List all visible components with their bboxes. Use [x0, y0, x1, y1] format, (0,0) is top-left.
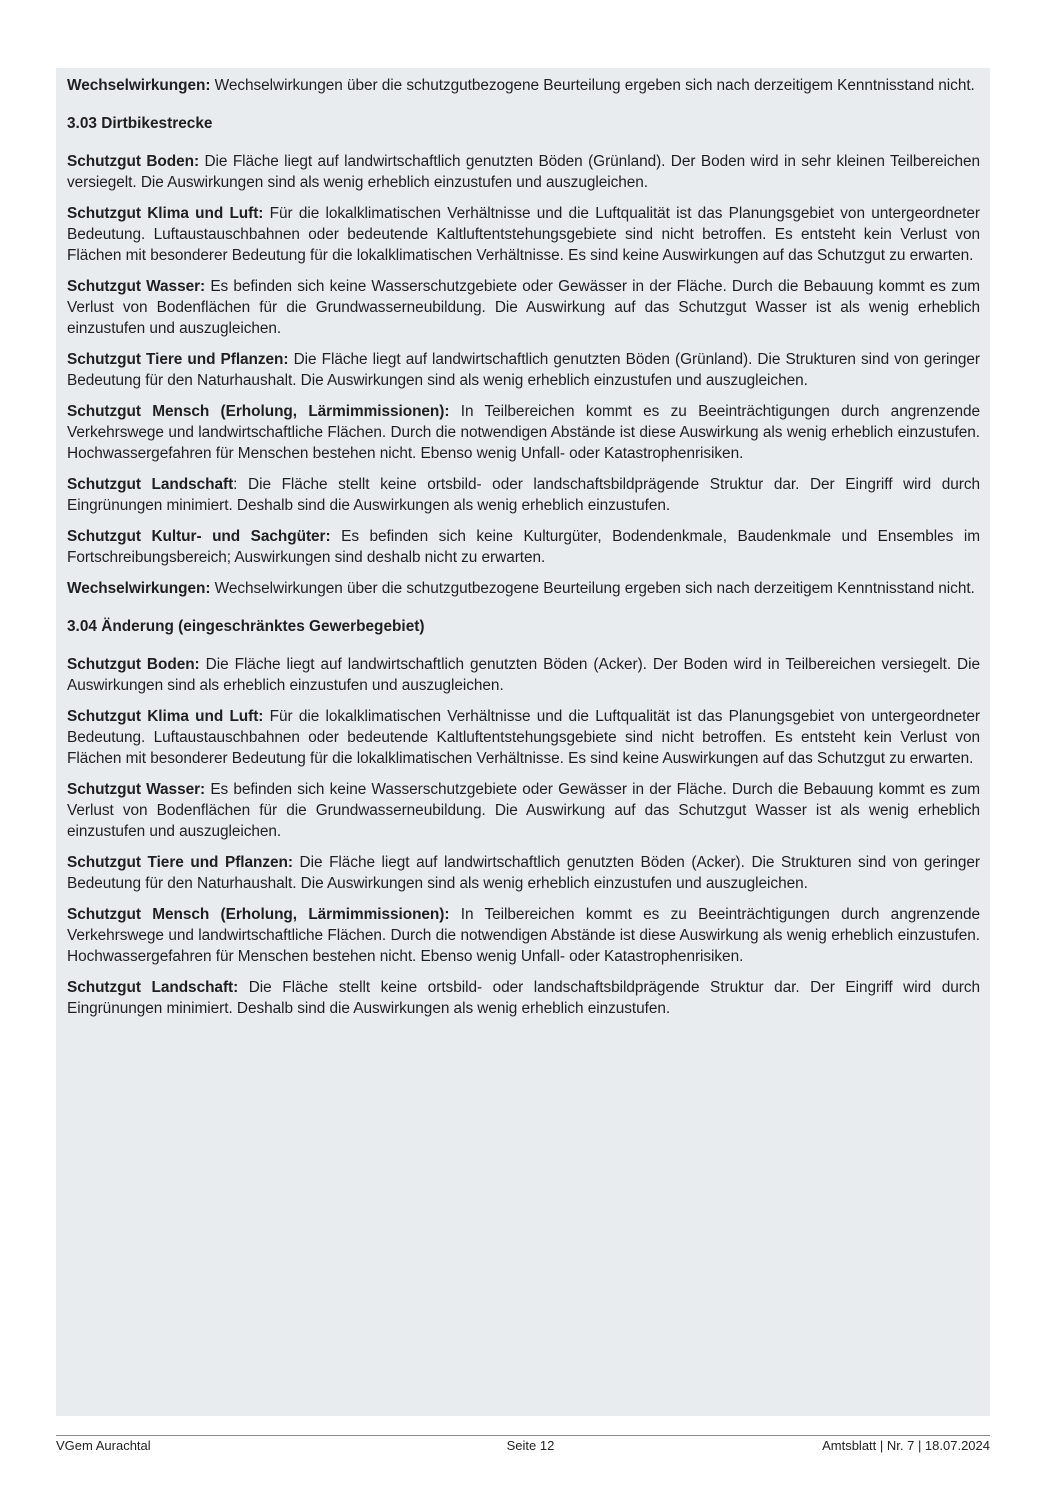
- paragraph: [67, 75, 980, 96]
- paragraph-label: Schutzgut Klima und Luft:: [67, 205, 264, 222]
- paragraph-text: Es befinden sich keine Kulturgüter, Bodendenkmale, Baudenkmale und Ensembles im Fortschreibungsbereich; Auswirkungen sind deshalb nicht zu erwarten.: [67, 528, 980, 566]
- paragraph-text: Die Fläche liegt auf landwirtschaftlich genutzten Böden (Acker). Der Boden wird in Teilbereichen versiegelt. Die Auswirkungen sind als erheblich einzustufen und auszugleichen.: [67, 656, 980, 694]
- section-heading: 3.03 Dirtbikestrecke: [67, 115, 213, 132]
- paragraph: [67, 474, 980, 516]
- paragraph-label: Wechselwirkungen:: [67, 77, 211, 94]
- paragraph-text: : Die Fläche stellt keine ortsbild- oder landschaftsbildprägende Struktur dar. Der Eingriff wird durch Eingrünungen minimiert. Deshalb sind die Auswirkungen als wenig erheblich einzustufen.: [67, 476, 980, 514]
- content-panel: [56, 68, 990, 1416]
- paragraph-text: Wechselwirkungen über die schutzgutbezogene Beurteilung ergeben sich nach derzeitigem Kenntnisstand nicht.: [210, 77, 975, 94]
- section-heading: 3.04 Änderung (eingeschränktes Gewerbegebiet): [67, 618, 425, 635]
- paragraph-label: Schutzgut Wasser:: [67, 781, 206, 798]
- paragraph-label: Schutzgut Tiere und Pflanzen:: [67, 854, 293, 871]
- paragraph-label: Wechselwirkungen:: [67, 580, 211, 597]
- paragraph: [67, 203, 980, 266]
- paragraph-label: Schutzgut Tiere und Pflanzen:: [67, 351, 289, 368]
- paragraph-label: Schutzgut Boden:: [67, 656, 200, 673]
- footer-publisher: VGem Aurachtal: [56, 1438, 151, 1453]
- paragraph-text: Die Fläche liegt auf landwirtschaftlich genutzten Böden (Grünland). Der Boden wird in sehr kleinen Teilbereichen versiegelt. Die Auswirkungen sind als wenig erheblich einzustufen und auszugleichen.: [67, 153, 980, 191]
- footer-page-number: Seite 12: [506, 1438, 555, 1453]
- footer-divider: [56, 1435, 990, 1436]
- paragraph-text: Die Fläche liegt auf landwirtschaftlich genutzten Böden (Acker). Die Strukturen sind von geringer Bedeutung für den Naturhaushalt. Die Auswirkungen sind als wenig erheblich einzustufen und auszugleichen.: [67, 854, 980, 892]
- paragraph-label: Schutzgut Kultur- und Sachgüter:: [67, 528, 331, 545]
- paragraph-label: Schutzgut Landschaft:: [67, 979, 239, 996]
- paragraph-label: Schutzgut Boden:: [67, 153, 200, 170]
- paragraph-label: Schutzgut Wasser:: [67, 278, 206, 295]
- paragraph-text: Für die lokalklimatischen Verhältnisse und die Luftqualität ist das Planungsgebiet von untergeordneter Bedeutung. Luftaustauschbahnen oder bedeutende Kaltluftentstehungsgebiete sind nicht betroffen. Es entsteht kein Verlust von Flächen mit besonderer Bedeutung für die lokalklimatischen Verhältnisse. Es sind keine Auswirkungen auf das Schutzgut zu erwarten.: [67, 708, 980, 767]
- paragraph: [67, 276, 980, 339]
- paragraph-label: Schutzgut Mensch (Erholung, Lärmimmissionen):: [67, 906, 450, 923]
- paragraph-text: Es befinden sich keine Wasserschutzgebiete oder Gewässer in der Fläche. Durch die Bebauung kommt es zum Verlust von Bodenflächen für die Grundwasserneubildung. Die Auswirkung auf das Schutzgut Wasser ist als wenig erheblich einzustufen und auszugleichen.: [67, 278, 980, 337]
- paragraph-text: Es befinden sich keine Wasserschutzgebiete oder Gewässer in der Fläche. Durch die Bebauung kommt es zum Verlust von Bodenflächen für die Grundwasserneubildung. Die Auswirkung auf das Schutzgut Wasser ist als wenig erheblich einzustufen und auszugleichen.: [67, 781, 980, 840]
- paragraph: [67, 706, 980, 769]
- footer-issue: Amtsblatt | Nr. 7 | 18.07.2024: [822, 1438, 990, 1453]
- paragraph-label: Schutzgut Mensch (Erholung, Lärmimmissionen):: [67, 403, 450, 420]
- paragraph-text: Für die lokalklimatischen Verhältnisse und die Luftqualität ist das Planungsgebiet von untergeordneter Bedeutung. Luftaustauschbahnen oder bedeutende Kaltluftentstehungsgebiete sind nicht betroffen. Es entsteht kein Verlust von Flächen mit besonderer Bedeutung für die lokalklimatischen Verhältnisse. Es sind keine Auswirkungen auf das Schutzgut zu erwarten.: [67, 205, 980, 264]
- paragraph: [67, 654, 980, 696]
- paragraph-text: Die Fläche liegt auf landwirtschaftlich genutzten Böden (Grünland). Die Strukturen sind von geringer Bedeutung für den Naturhaushalt. Die Auswirkungen sind als wenig erheblich einzustufen und auszugleichen.: [67, 351, 980, 389]
- paragraph-label: Schutzgut Landschaft: [67, 476, 234, 493]
- paragraph-text: Wechselwirkungen über die schutzgutbezogene Beurteilung ergeben sich nach derzeitigem Kenntnisstand nicht.: [210, 580, 975, 597]
- paragraph: [67, 526, 980, 568]
- paragraph: [67, 904, 980, 967]
- paragraph: [67, 578, 980, 599]
- paragraph-text: In Teilbereichen kommt es zu Beeinträchtigungen durch angrenzende Verkehrswege und landwirtschaftliche Flächen. Durch die notwendigen Abstände ist diese Auswirkung als wenig erheblich einzustufen. Hochwassergefahren für Menschen bestehen nicht. Ebenso wenig Unfall- oder Katastrophenrisiken.: [67, 403, 980, 462]
- paragraph: [67, 401, 980, 464]
- paragraph: [67, 151, 980, 193]
- paragraph-label: Schutzgut Klima und Luft:: [67, 708, 264, 725]
- paragraph-text: In Teilbereichen kommt es zu Beeinträchtigungen durch angrenzende Verkehrswege und landwirtschaftliche Flächen. Durch die notwendigen Abstände ist diese Auswirkung als wenig erheblich einzustufen. Hochwassergefahren für Menschen bestehen nicht. Ebenso wenig Unfall- oder Katastrophenrisiken.: [67, 906, 980, 965]
- paragraph: [67, 977, 980, 1019]
- paragraph: [67, 779, 980, 842]
- paragraph-text: Die Fläche stellt keine ortsbild- oder landschaftsbildprägende Struktur dar. Der Eingriff wird durch Eingrünungen minimiert. Deshalb sind die Auswirkungen als wenig erheblich einzustufen.: [67, 979, 980, 1017]
- paragraph: [67, 852, 980, 894]
- paragraph: [67, 349, 980, 391]
